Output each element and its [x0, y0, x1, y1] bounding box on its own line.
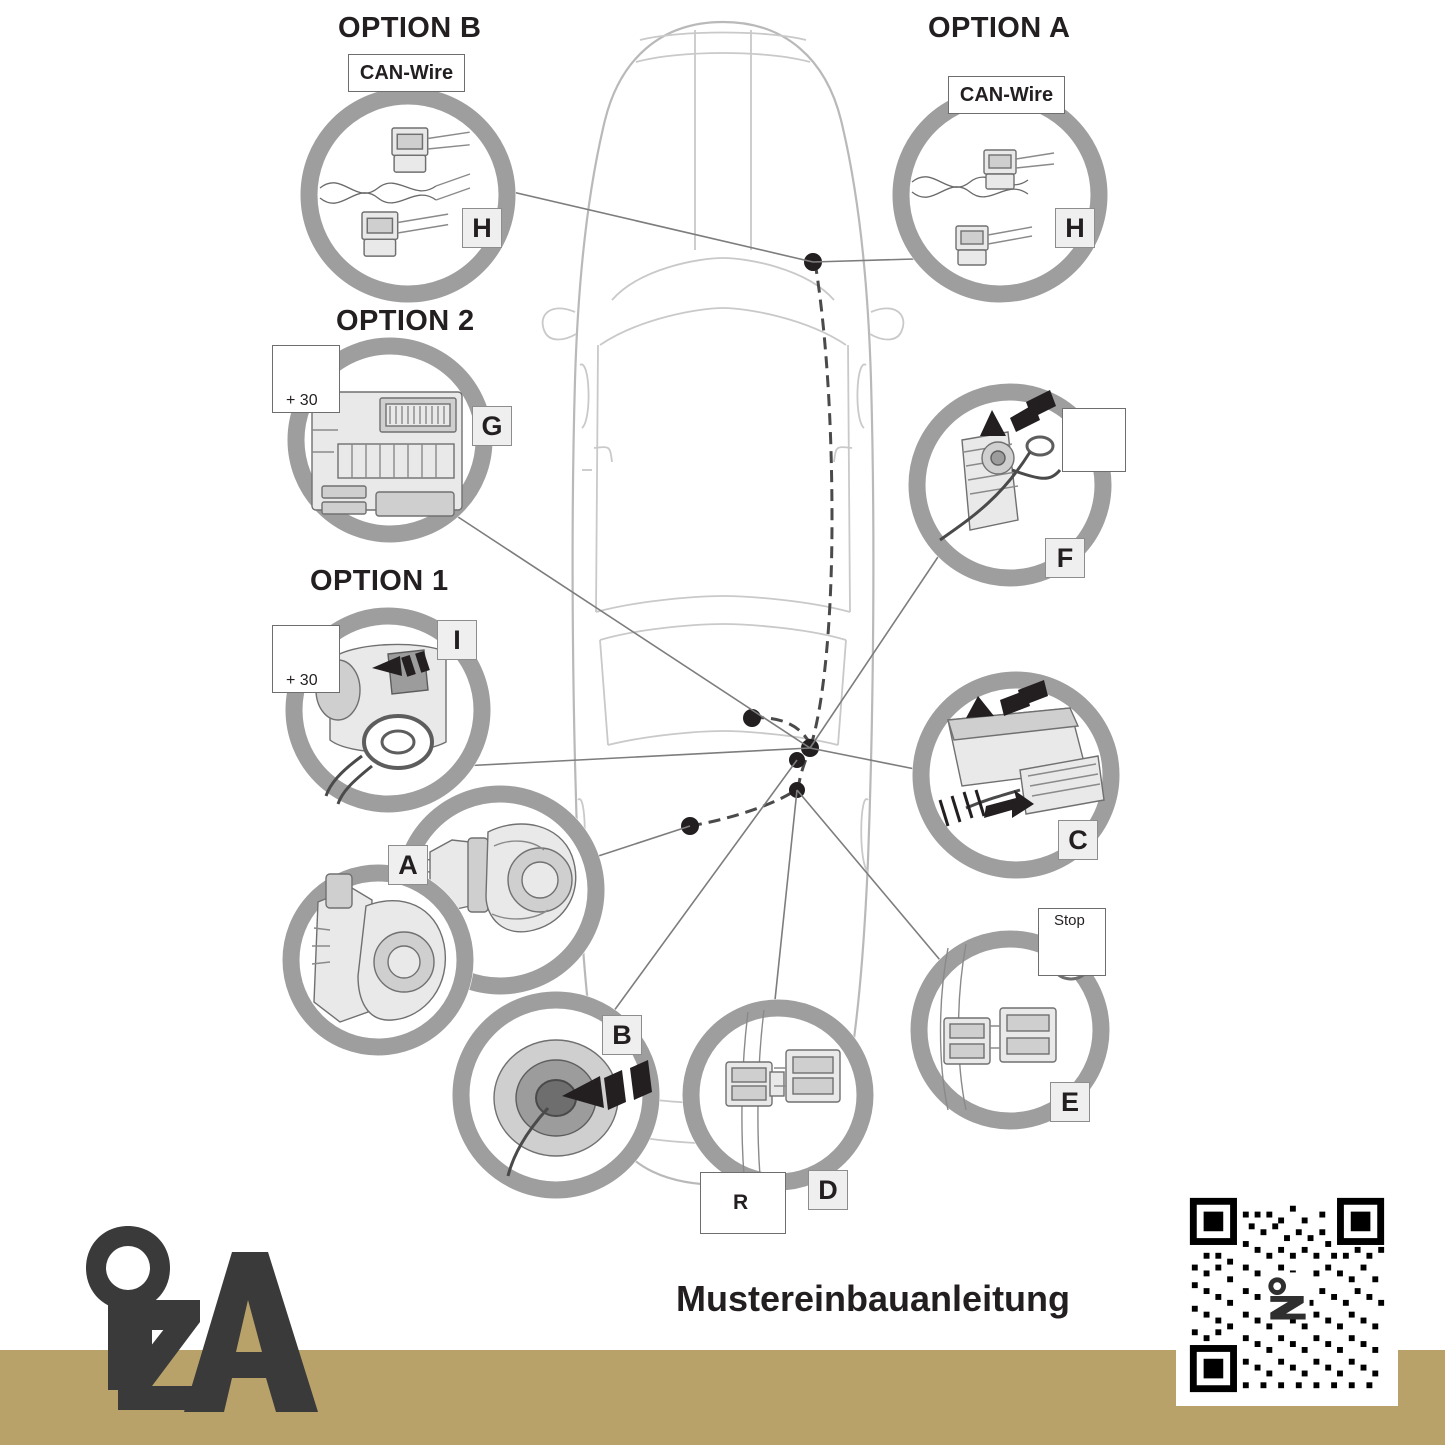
bubble-a-lower	[282, 864, 474, 1056]
option-b-canwire-tag: CAN-Wire	[348, 54, 465, 92]
option-a-title: OPTION A	[928, 12, 1071, 44]
option-1-title: OPTION 1	[310, 565, 449, 597]
qr-code-matrix	[1184, 1192, 1390, 1398]
callout-letter-f: F	[1045, 538, 1085, 578]
callout-letter-h-left: H	[462, 208, 502, 248]
direction-r-label: R	[733, 1191, 749, 1214]
callout-letter-h-right: H	[1055, 208, 1095, 248]
footer-title: Mustereinbauanleitung	[676, 1278, 1071, 1319]
callout-letter-a: A	[388, 845, 428, 885]
ground-symbol-box	[1062, 408, 1126, 472]
bubble-option-a	[892, 87, 1108, 303]
callout-letter-c: C	[1058, 820, 1098, 860]
qr-code[interactable]	[1176, 1184, 1398, 1406]
plus30-label-option2: + 30	[286, 392, 318, 409]
bubble-option-b	[300, 87, 516, 303]
callout-letter-e: E	[1050, 1082, 1090, 1122]
callout-letter-i: I	[437, 620, 477, 660]
option-a-canwire-tag: CAN-Wire	[948, 76, 1065, 114]
option-2-title: OPTION 2	[336, 305, 475, 337]
callout-letter-b: B	[602, 1015, 642, 1055]
bubble-d	[682, 999, 874, 1191]
callout-letter-d: D	[808, 1170, 848, 1210]
callout-letter-g: G	[472, 406, 512, 446]
option-b-title: OPTION B	[338, 12, 482, 44]
plus30-label-option1: + 30	[286, 672, 318, 689]
stop-label: Stop	[1054, 912, 1085, 929]
